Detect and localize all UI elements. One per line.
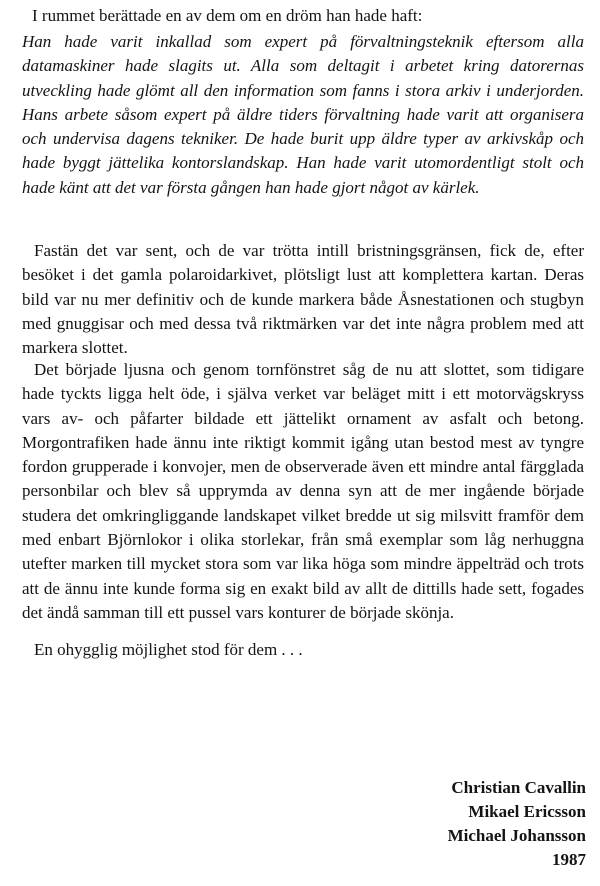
author-name: Christian Cavallin xyxy=(451,778,586,797)
author-signature-block xyxy=(448,776,586,872)
body-paragraph-2: Det började ljusna och genom tornfönstret såg de nu att slottet, som tidigare hade tyckts ligga helt öde, i själva verket var beläget mitt i ett motorvägskryss vars av- och påfarter bildade ett jättelikt ornament av asfalt och betong. Morgontrafiken hade ännu inte riktigt kommit igång utan bestod mest av tyngre fordon grupperade i konvojer, men de observerade även ett mindre antal färgglada personbilar och blev så upprymda av denna syn att de mer ingående började studera det omkringliggande landskapet vilket bredde ut sig milsvitt framför dem med enbart Björnlokor i olika storlekar, från små exemplar som låg nerhuggna utefter marken till mycket stora som var lika höga som mindre äppelträd och trots att de ännu inte kunde forma sig en exakt bild av allt de dittills hade sett, fogades det ändå samman till ett pussel vars konturer de började skönja. xyxy=(22,360,584,622)
intro-line: I rummet berättade en av dem om en dröm han hade haft: xyxy=(32,6,423,25)
dream-paragraph: Han hade varit inkallad som expert på förvaltningsteknik eftersom alla datamaskiner hade slagits ut. Alla som deltagit i arbetet kring datorernas utveckling hade glömt all den information som fanns i stora arkiv i underjorden. Hans arbete såsom expert på äldre tiders förvaltning hade varit att organisera och undervisa dagens tekniker. De hade burit upp äldre typer av arkivskåp och hade byggt jättelika kontorslandskap. Han hade varit utomordentligt stolt och hade känt att det var första gången han hade gjort något av kärlek. xyxy=(22,32,584,197)
author-name: Mikael Ericsson xyxy=(468,802,586,821)
body-paragraph-1: Fastän det var sent, och de var trötta intill bristningsgränsen, fick de, efter besöket i det gamla polaroidarkivet, plötsligt lust att komplettera kartan. Deras bild var nu mer definitiv och de kunde markera både Åsnestationen och stugbyn med gnuggisar och med dessa två riktmärken var det inte några problem med att markera slottet. xyxy=(22,241,584,358)
publication-year: 1987 xyxy=(552,850,586,869)
closing-line: En ohygglig möjlighet stod för dem . . . xyxy=(34,640,303,659)
author-name: Michael Johansson xyxy=(447,826,586,845)
